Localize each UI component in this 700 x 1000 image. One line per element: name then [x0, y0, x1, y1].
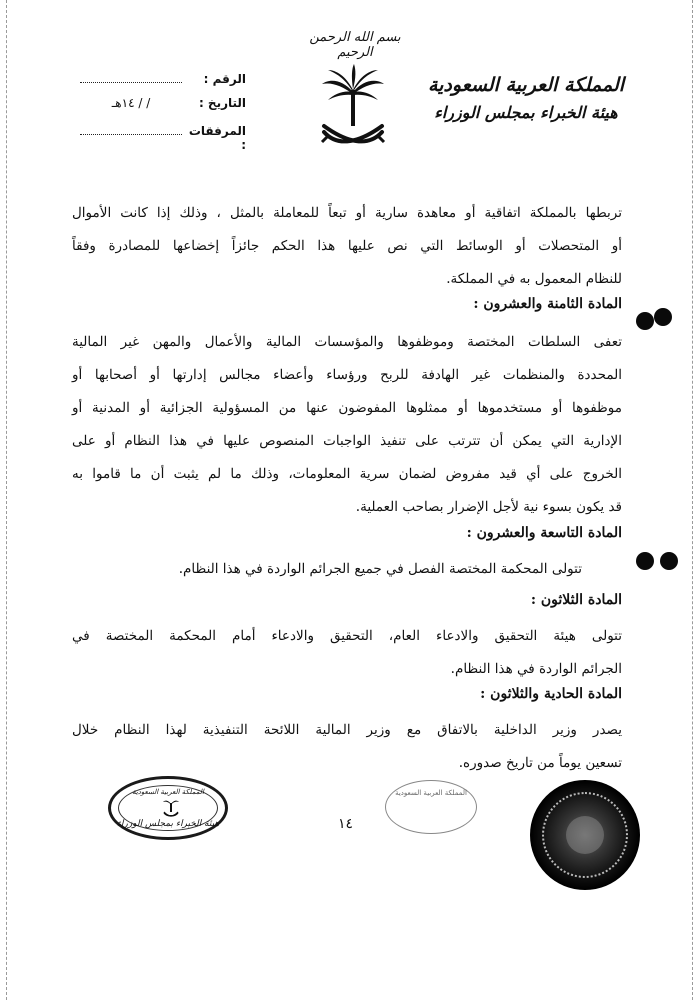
text-line: الخروج على أي قيد مفروض لضمان سرية المعلومات، وذلك ما لم يثبت أن ما قاموا به	[72, 466, 622, 482]
issuer-country: المملكة العربية السعودية	[427, 74, 625, 96]
date-field	[80, 97, 182, 109]
document-meta	[76, 70, 246, 152]
attachments-label: المرفقات :	[188, 124, 246, 152]
article-28-heading: المادة الثامنة والعشرون :	[473, 296, 622, 312]
text-line: الجرائم الواردة في هذا النظام.	[450, 661, 622, 677]
punch-hole	[636, 312, 654, 330]
date-value: / / ١٤هـ	[111, 96, 151, 110]
attachments-field	[80, 122, 182, 135]
article-30-heading: المادة الثلاثون :	[530, 592, 622, 608]
continuation-paragraph	[72, 197, 622, 296]
text-line: تسعين يوماً من تاريخ صدوره.	[458, 755, 622, 771]
issuer-block	[426, 70, 626, 126]
stamp-bottom-text: هيئة الخبراء بمجلس الوزراء	[116, 819, 220, 829]
text-line: موظفوها أو مستخدموها أو ممثلوها المفوضون عنها من المسؤولية الجزائية أو المدنية أو	[72, 400, 622, 416]
text-line: يصدر وزير الداخلية بالاتفاق مع وزير المالية اللائحة التنفيذية لهذا النظام خلال	[72, 722, 622, 738]
date-label: التاريخ :	[198, 96, 246, 110]
text-line: قد يكون بسوء نية لأجل الإضرار بصاحب العملية.	[355, 499, 622, 515]
article-31-body	[72, 714, 622, 780]
punch-hole	[636, 552, 654, 570]
scan-edge-right	[692, 0, 694, 1000]
stamp-top-text: المملكة العربية السعودية	[132, 788, 204, 796]
reference-field	[80, 70, 182, 83]
official-stamp	[108, 776, 228, 840]
saudi-emblem-icon	[318, 62, 388, 154]
article-28-body	[72, 326, 622, 524]
stamp-emblem-icon	[163, 798, 179, 818]
page-number: ١٤	[338, 816, 354, 832]
article-31-heading: المادة الحادية والثلاثون :	[480, 686, 622, 702]
attachments-row	[76, 122, 246, 152]
text-line: الإدارية التي يمكن أن تترتب على تنفيذ الواجبات المنصوص عليها في هذا النظام أو على	[72, 433, 622, 449]
punch-hole	[654, 308, 672, 326]
scan-edge-left	[6, 0, 8, 1000]
text-line: المحددة والمنظمات غير الهادفة للربح ورؤساء وأعضاء مجالس إدارتها أو أصحابها أو	[72, 367, 622, 383]
article-29-heading: المادة التاسعة والعشرون :	[466, 525, 622, 541]
article-30-body	[72, 620, 622, 686]
reference-row	[76, 70, 246, 96]
issuer-authority: هيئة الخبراء بمجلس الوزراء	[434, 103, 618, 122]
text-line: تتولى المحكمة المختصة الفصل في جميع الجرائم الواردة في هذا النظام.	[178, 561, 582, 577]
seal-core	[566, 816, 604, 854]
text-line: تعفى السلطات المختصة وموظفوها والمؤسسات المالية والأعمال والمهن غير المالية	[72, 334, 622, 350]
text-line: أو المتحصلات أو الوسائط التي نص عليها هذا الحكم جائزاً إخضاعها للمصادرة وفقاً	[72, 238, 622, 254]
text-line: تتولى هيئة التحقيق والادعاء العام، التحقيق والادعاء أمام المحكمة المختصة في	[72, 628, 622, 644]
reference-label: الرقم :	[203, 72, 246, 86]
round-seal-icon	[530, 780, 640, 890]
text-line: للنظام المعمول به في المملكة.	[446, 271, 622, 287]
faded-stamp-text: المملكة العربية السعودية	[395, 789, 467, 797]
punch-hole	[660, 552, 678, 570]
basmala: بسم الله الرحمن الرحيم	[309, 30, 401, 60]
faded-stamp	[385, 780, 477, 834]
article-29-body	[72, 553, 622, 586]
text-line: تربطها بالمملكة اتفاقية أو معاهدة سارية أو تبعاً للمعاملة بالمثل ، وذلك إذا كانت الأموال	[72, 205, 622, 221]
date-row	[76, 96, 246, 122]
